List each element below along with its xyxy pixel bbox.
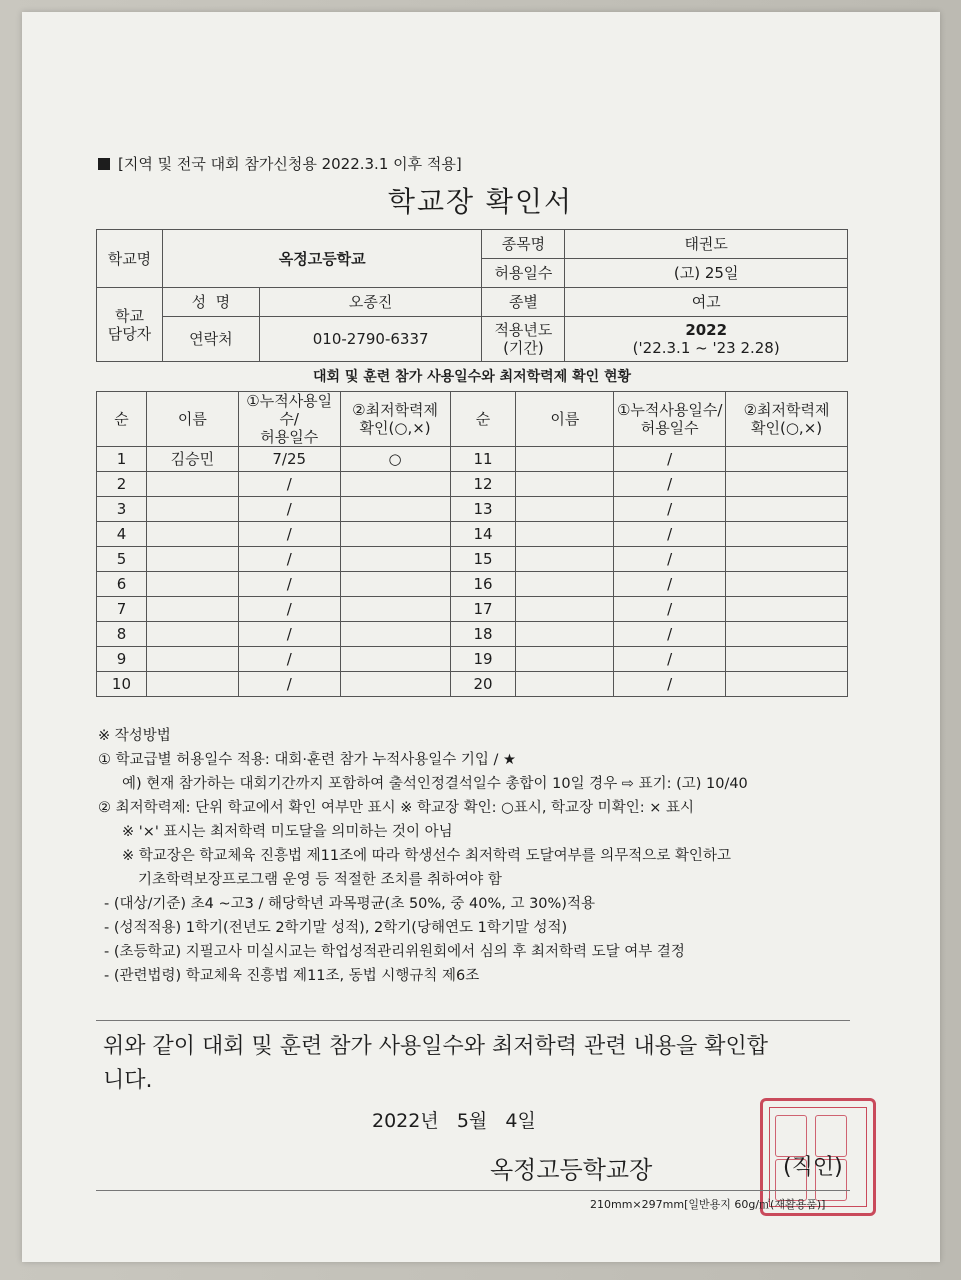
table-row: [97, 647, 848, 672]
cell-check: [726, 472, 848, 497]
cell-days: /: [614, 622, 726, 647]
cell-days: /: [238, 522, 340, 547]
cell-days: /: [238, 472, 340, 497]
cell-days: /: [238, 672, 340, 697]
cell-check: [726, 672, 848, 697]
cell-no: 18: [450, 622, 516, 647]
cell-no: 5: [97, 547, 147, 572]
table-row: [97, 572, 848, 597]
document-title: 학교장 확인서: [387, 185, 574, 218]
cell-no: 19: [450, 647, 516, 672]
cell-name: [516, 672, 614, 697]
cell-no: 11: [450, 447, 516, 472]
cell-no: 15: [450, 547, 516, 572]
cell-no: 8: [97, 622, 147, 647]
cell-check: [340, 572, 450, 597]
col-days-header: ①누적사용일수/ 허용일수: [238, 392, 340, 447]
principal-signature: 옥정고등학교장: [490, 1156, 653, 1184]
confirmation-text: [103, 1030, 768, 1098]
header-note-text: [지역 및 전국 대회 참가신청용 2022.3.1 이후 적용]: [118, 155, 462, 173]
gender-value: 여고: [565, 288, 848, 317]
cell-name: [146, 622, 238, 647]
confirmation-line-2: 니다.: [103, 1068, 153, 1093]
cell-days: /: [238, 572, 340, 597]
cell-check: [340, 522, 450, 547]
cell-name: [516, 647, 614, 672]
cell-name: [146, 547, 238, 572]
instruction-line: ※ '×' 표시는 최저학력 미도달을 의미하는 것이 아님: [122, 824, 453, 840]
cell-days: /: [614, 497, 726, 522]
table-row: [97, 547, 848, 572]
col-name-header: 이름: [146, 392, 238, 447]
cell-name: [146, 472, 238, 497]
cell-name: [516, 547, 614, 572]
instruction-line: - (관련법령) 학교체육 진흥법 제11조, 동법 시행규칙 제6조: [104, 968, 480, 984]
cell-no: 13: [450, 497, 516, 522]
cell-days: /: [614, 472, 726, 497]
divider-line: [96, 1020, 850, 1021]
cell-check: [340, 622, 450, 647]
cell-name: [146, 497, 238, 522]
writing-instructions: [98, 724, 748, 988]
cell-no: 10: [97, 672, 147, 697]
cell-no: 14: [450, 522, 516, 547]
col-days-header: ①누적사용일수/ 허용일수: [614, 392, 726, 447]
confirmation-line-1: 위와 같이 대회 및 훈련 참가 사용일수와 최저학력 관련 내용을 확인합: [103, 1034, 768, 1059]
cell-check: [726, 547, 848, 572]
year-label: 적용년도 (기간): [482, 317, 565, 362]
cell-name: [146, 597, 238, 622]
instruction-line: ※ 학교장은 학교체육 진흥법 제11조에 따라 학생선수 최저학력 도달여부를 의무적으로 확인하고: [122, 848, 731, 864]
col-check-header: ②최저학력제 확인(○,×): [726, 392, 848, 447]
cell-no: 16: [450, 572, 516, 597]
cell-no: 9: [97, 647, 147, 672]
usage-table: [96, 391, 848, 697]
cell-name: [146, 647, 238, 672]
cell-check: [726, 572, 848, 597]
cell-no: 4: [97, 522, 147, 547]
cell-days: /: [614, 547, 726, 572]
instruction-line: - (대상/기준) 초4 ~고3 / 해당학년 과목평균(초 50%, 중 40%, 고 30%)적용: [104, 896, 595, 912]
cell-no: 1: [97, 447, 147, 472]
cell-no: 12: [450, 472, 516, 497]
cell-check: ○: [340, 447, 450, 472]
allowed-days-label: 허용일수: [482, 259, 565, 288]
period-value: ('22.3.1 ~ '23 2.28): [632, 339, 780, 357]
school-info-table: [96, 229, 848, 362]
cell-days: /: [614, 672, 726, 697]
cell-check: [726, 647, 848, 672]
cell-check: [340, 597, 450, 622]
cell-name: 김승민: [146, 447, 238, 472]
cell-days: /: [238, 547, 340, 572]
cell-check: [726, 597, 848, 622]
instruction-line: - (초등학교) 지필고사 미실시교는 학업성적관리위원회에서 심의 후 최저학력 도달 여부 결정: [104, 944, 685, 960]
cell-check: [340, 647, 450, 672]
table-header-row: [97, 392, 848, 447]
instruction-line: ① 학교급별 허용일수 적용: 대회·훈련 참가 누적사용일수 기입 / ★: [98, 752, 517, 768]
cell-name: [516, 472, 614, 497]
year-cell: [565, 317, 848, 362]
table-row: [97, 447, 848, 472]
school-value: 옥정고등학교: [162, 230, 482, 288]
contact-label: 연락처: [162, 317, 259, 362]
cell-no: 17: [450, 597, 516, 622]
cell-days: 7/25: [238, 447, 340, 472]
cell-name: [146, 672, 238, 697]
footer-divider: [96, 1190, 850, 1191]
instruction-line: 기초학력보장프로그램 운영 등 적절한 조치를 취하여야 함: [138, 872, 502, 888]
table-title: 대회 및 훈련 참가 사용일수와 최저학력제 확인 현황: [312, 369, 632, 385]
cell-check: [340, 672, 450, 697]
cell-name: [516, 622, 614, 647]
cell-days: /: [614, 522, 726, 547]
name-value: 오종진: [259, 288, 482, 317]
cell-days: /: [614, 597, 726, 622]
cell-no: 7: [97, 597, 147, 622]
cell-check: [726, 522, 848, 547]
cell-check: [340, 497, 450, 522]
cell-name: [516, 572, 614, 597]
col-no-header: 순: [97, 392, 147, 447]
issue-date: 2022년 5월 4일: [372, 1110, 536, 1132]
col-check-header: ②최저학력제 확인(○,×): [340, 392, 450, 447]
table-row: [97, 472, 848, 497]
cell-name: [516, 522, 614, 547]
instruction-line: ② 최저학력제: 단위 학교에서 확인 여부만 표시 ※ 학교장 확인: ○표시, 학교장 미확인: × 표시: [98, 800, 694, 816]
cell-no: 3: [97, 497, 147, 522]
cell-check: [726, 497, 848, 522]
cell-name: [146, 572, 238, 597]
sport-value: 태권도: [565, 230, 848, 259]
instruction-line: ※ 작성방법: [98, 728, 171, 744]
cell-no: 2: [97, 472, 147, 497]
table-row: [97, 497, 848, 522]
year-value: 2022: [685, 321, 728, 339]
cell-no: 6: [97, 572, 147, 597]
stamp-label: (직인): [783, 1155, 843, 1180]
cell-days: /: [238, 622, 340, 647]
cell-check: [340, 472, 450, 497]
cell-name: [146, 522, 238, 547]
instruction-line: 예) 현재 참가하는 대회기간까지 포함하여 출석인정결석일수 총합이 10일 경우 ⇨ 표기: (고) 10/40: [122, 776, 748, 792]
black-square-icon: [98, 158, 110, 170]
cell-days: /: [614, 572, 726, 597]
cell-days: /: [238, 597, 340, 622]
school-label: 학교명: [97, 230, 163, 288]
gender-label: 종별: [482, 288, 565, 317]
name-label: 성 명: [162, 288, 259, 317]
instruction-line: - (성적적용) 1학기(전년도 2학기말 성적), 2학기(당해연도 1학기말 성적): [104, 920, 568, 936]
allowed-days-value: (고) 25일: [565, 259, 848, 288]
sport-label: 종목명: [482, 230, 565, 259]
cell-check: [726, 622, 848, 647]
cell-days: /: [614, 647, 726, 672]
table-row: [97, 672, 848, 697]
header-note: [98, 153, 462, 174]
cell-name: [516, 497, 614, 522]
cell-days: /: [238, 647, 340, 672]
contact-value: 010-2790-6337: [259, 317, 482, 362]
table-row: [97, 522, 848, 547]
table-row: [97, 622, 848, 647]
cell-name: [516, 597, 614, 622]
table-row: [97, 597, 848, 622]
manager-label: 학교 담당자: [97, 288, 163, 362]
col-no-header: 순: [450, 392, 516, 447]
paper-spec-footer: 210mm×297mm[일반용지 60g/㎡(재활용품)]: [590, 1198, 826, 1211]
cell-check: [726, 447, 848, 472]
cell-check: [340, 547, 450, 572]
cell-no: 20: [450, 672, 516, 697]
cell-days: /: [614, 447, 726, 472]
col-name-header: 이름: [516, 392, 614, 447]
cell-days: /: [238, 497, 340, 522]
cell-name: [516, 447, 614, 472]
